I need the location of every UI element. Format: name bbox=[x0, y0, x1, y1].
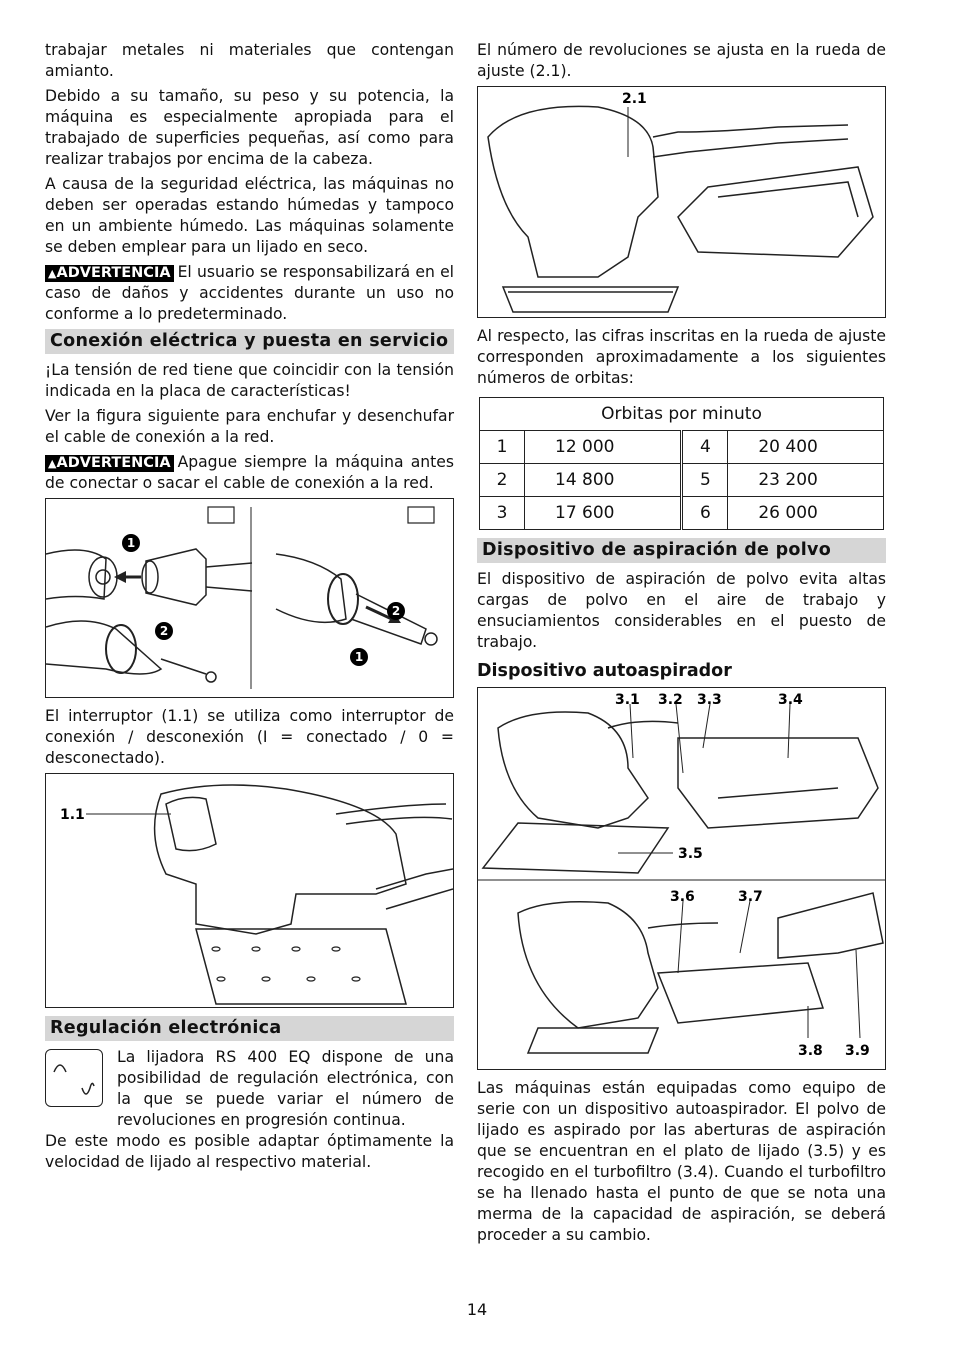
table-row bbox=[480, 464, 884, 497]
svg-text:1: 1 bbox=[126, 536, 136, 550]
right-column bbox=[477, 40, 886, 1250]
page-number: 14 bbox=[466, 1300, 488, 1319]
table-cell: 12 000 bbox=[525, 431, 682, 464]
label-3-2: 3.2 bbox=[658, 692, 683, 708]
table-cell: 2 bbox=[480, 464, 525, 497]
table-cell: 14 800 bbox=[525, 464, 682, 497]
plug-connection-illustration bbox=[46, 499, 453, 697]
section-heading-conexion: Conexión eléctrica y puesta en servicio bbox=[45, 329, 454, 354]
table-header: Orbitas por minuto bbox=[480, 398, 884, 431]
warning-text: Apague siempre la máquina antes de conectar o sacar el cable de conexión a la red. bbox=[45, 453, 454, 492]
table-cell: 23 200 bbox=[728, 464, 884, 497]
label-3-5: 3.5 bbox=[678, 846, 703, 862]
label-3-3: 3.3 bbox=[697, 692, 722, 708]
warning-badge bbox=[45, 265, 174, 282]
label-1-1: 1.1 bbox=[60, 807, 85, 823]
table-cell: 1 bbox=[480, 431, 525, 464]
label-3-8: 3.8 bbox=[798, 1043, 823, 1059]
paragraph: El interruptor (1.1) se utiliza como interruptor de conexión / desconexión (I = conectado / 0 = desconectado). bbox=[45, 707, 454, 767]
paragraph: La lijadora RS 400 EQ dispone de una posibilidad de regulación electrónica, con la que se puede variar el número de revoluciones en progresión continua. bbox=[117, 1048, 454, 1129]
warning-paragraph bbox=[45, 262, 454, 325]
svg-text:1: 1 bbox=[354, 650, 364, 664]
section-heading-regulacion: Regulación electrónica bbox=[45, 1016, 454, 1041]
paragraph: De este modo es posible adaptar óptimamente la velocidad de lijado al respectivo material. bbox=[45, 1132, 454, 1171]
sander-switch-illustration bbox=[46, 774, 453, 1007]
dust-extraction-figure bbox=[477, 687, 886, 1070]
dust-extraction-illustration bbox=[478, 688, 885, 1069]
warning-paragraph bbox=[45, 452, 454, 494]
paragraph: A causa de la seguridad eléctrica, las máquinas no deben ser operadas estando húmedas y tampoco en un ambiente húmedo. Las máquinas solamente se deben emplear para un lijado en seco. bbox=[45, 175, 454, 256]
subheading-autoaspirador: Dispositivo autoaspirador bbox=[477, 661, 732, 681]
paragraph: Las máquinas están equipadas como equipo de serie con un dispositivo autoaspirador. El polvo de lijado es aspirado por las aberturas de aspiración que se encuentran en el plato de lijado (3.5) y es recogido en el turbofiltro (3.4). Cuando el turbofiltro se ha llenado hasta el punto de que se nota una merma de la capacidad de aspiración, se deberá proceder a su cambio. bbox=[477, 1079, 886, 1244]
paragraph: Al respecto, las cifras inscritas en la rueda de ajuste corresponden aproximadamente a los siguientes números de orbitas: bbox=[477, 327, 886, 387]
section-heading-aspiracion: Dispositivo de aspiración de polvo bbox=[477, 538, 886, 563]
label-3-7: 3.7 bbox=[738, 889, 763, 905]
label-3-9: 3.9 bbox=[845, 1043, 870, 1059]
svg-text:2: 2 bbox=[391, 604, 401, 618]
table-cell: 26 000 bbox=[728, 497, 884, 530]
warning-icon: ▲ bbox=[48, 457, 57, 470]
table-cell: 3 bbox=[480, 497, 525, 530]
table-cell: 5 bbox=[682, 464, 728, 497]
paragraph: El dispositivo de aspiración de polvo evita altas cargas de polvo en el aire de trabajo y ensuciamientos considerables en el puesto de trabajo. bbox=[477, 570, 886, 651]
left-column bbox=[45, 40, 454, 1177]
paragraph: El número de revoluciones se ajusta en la rueda de ajuste (2.1). bbox=[477, 41, 886, 80]
plug-figure bbox=[45, 498, 454, 698]
svg-text:2: 2 bbox=[159, 624, 169, 638]
wheel-figure bbox=[477, 86, 886, 318]
table-cell: 6 bbox=[682, 497, 728, 530]
speed-regulation-icon bbox=[45, 1049, 103, 1107]
table-row bbox=[480, 431, 884, 464]
table-row bbox=[480, 497, 884, 530]
label-3-1: 3.1 bbox=[615, 692, 640, 708]
paragraph: Ver la figura siguiente para enchufar y desenchufar el cable de conexión a la red. bbox=[45, 407, 454, 446]
table-cell: 17 600 bbox=[525, 497, 682, 530]
sander-wheel-illustration bbox=[478, 87, 885, 317]
warning-label: ADVERTENCIA bbox=[56, 265, 171, 281]
warning-badge bbox=[45, 455, 174, 472]
label-2-1: 2.1 bbox=[622, 91, 647, 107]
orbits-table bbox=[479, 397, 884, 530]
paragraph: ¡La tensión de red tiene que coincidir con la tensión indicada en la placa de características! bbox=[45, 361, 454, 400]
regulation-block bbox=[45, 1047, 454, 1131]
table-cell: 20 400 bbox=[728, 431, 884, 464]
switch-figure bbox=[45, 773, 454, 1008]
label-3-4: 3.4 bbox=[778, 692, 803, 708]
warning-label: ADVERTENCIA bbox=[56, 455, 171, 471]
label-3-6: 3.6 bbox=[670, 889, 695, 905]
warning-icon: ▲ bbox=[48, 267, 57, 280]
warning-text: El usuario se responsabilizará en el caso de daños y accidentes durante un uso no conforme a lo predeterminado. bbox=[45, 263, 454, 323]
paragraph: Debido a su tamaño, su peso y su potencia, la máquina es especialmente apropiada para el trabajado de superficies pequeñas, así como para realizar trabajos por encima de la cabeza. bbox=[45, 87, 454, 168]
table-cell: 4 bbox=[682, 431, 728, 464]
paragraph: trabajar metales ni materiales que contengan amianto. bbox=[45, 41, 454, 80]
